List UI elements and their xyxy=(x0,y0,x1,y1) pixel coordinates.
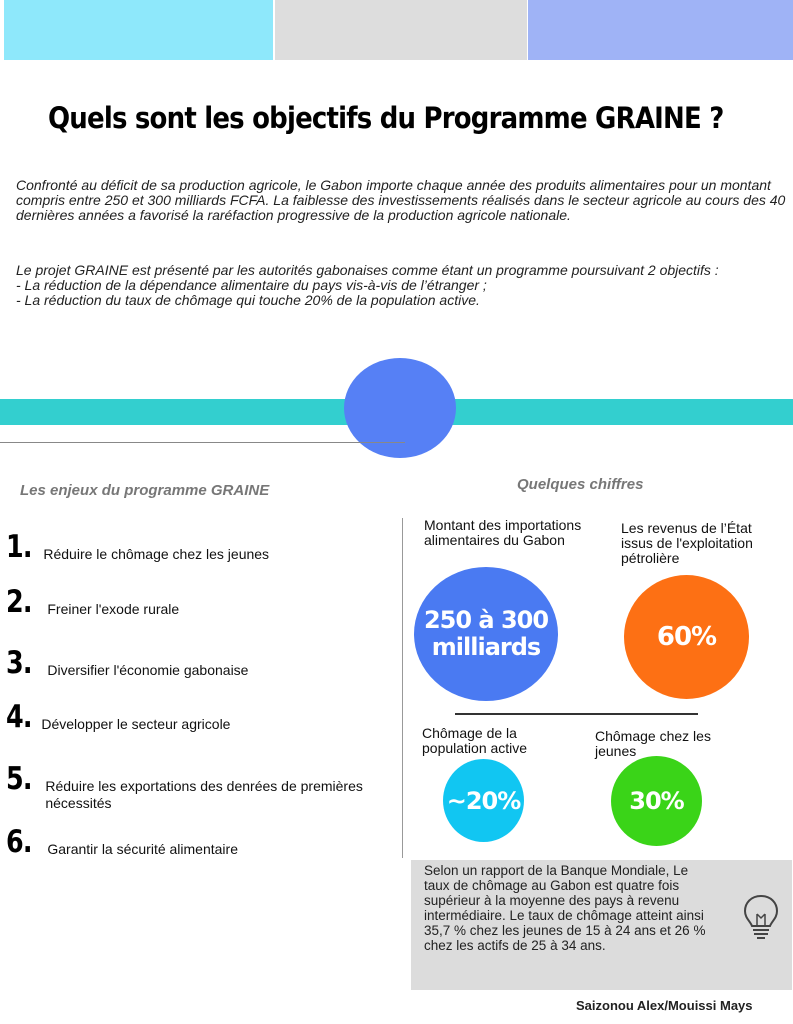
decorative-circle xyxy=(344,358,456,458)
page-title: Quels sont les objectifs du Programme GRAINE ? xyxy=(48,102,724,136)
stat-label-unemployment: Chômage de la population active xyxy=(422,725,528,756)
enjeu-number: 5. xyxy=(6,761,32,797)
enjeu-item xyxy=(6,824,396,860)
objectives-lead: Le projet GRAINE est présenté par les autorités gabonaises comme étant un programme poursuivant 2 objectifs : xyxy=(16,262,719,278)
objectives-paragraph xyxy=(16,263,793,308)
stat-circle-unemployment xyxy=(443,759,524,842)
enjeux-heading: Les enjeux du programme GRAINE xyxy=(20,482,270,499)
stat-circle-youth-unemployment xyxy=(611,756,702,846)
enjeu-item xyxy=(6,529,396,565)
enjeu-text: Réduire le chômage chez les jeunes xyxy=(43,546,270,562)
objective-item: - La réduction du taux de chômage qui touche 20% de la population active. xyxy=(16,292,480,308)
divider-line xyxy=(0,442,405,443)
stat-value-youth-unemployment: 30% xyxy=(629,787,684,815)
enjeu-item xyxy=(6,699,396,735)
stat-circle-petroleum xyxy=(624,575,749,699)
stat-label-imports: Montant des importations alimentaires du Gabon xyxy=(424,517,582,548)
top-bar-gray xyxy=(275,0,527,60)
enjeu-number: 1. xyxy=(6,529,32,565)
note-text: Selon un rapport de la Banque Mondiale, Le taux de chômage au Gabon est quatre fois supérieur à la moyenne des pays à revenu intermédiaire. Le taux de chômage atteint ainsi 35,7 % chez les jeunes de 15 à 24 ans et 26 % chez les actifs de 25 à 34 ans. xyxy=(424,863,706,953)
panel-separator xyxy=(402,518,403,858)
stat-value-petroleum: 60% xyxy=(656,622,717,652)
top-bar-blue xyxy=(528,0,793,60)
stat-value-unemployment: ~20% xyxy=(446,786,521,815)
enjeu-number: 3. xyxy=(6,645,32,681)
stat-circle-imports xyxy=(414,567,558,701)
stat-label-youth-unemployment: Chômage chez les jeunes xyxy=(595,728,711,759)
enjeu-text: Diversifier l'économie gabonaise xyxy=(47,662,249,678)
lightbulb-icon xyxy=(740,892,782,942)
top-bar-cyan xyxy=(4,0,273,60)
chiffres-heading: Quelques chiffres xyxy=(517,476,644,493)
enjeu-text: Réduire les exportations des denrées de premières nécessités xyxy=(45,778,363,811)
stat-label-petroleum: Les revenus de l’État issus de l'exploitation pétrolière xyxy=(621,520,753,566)
enjeu-item xyxy=(6,584,396,620)
intro-paragraph: Confronté au déficit de sa production agricole, le Gabon importe chaque année des produits alimentaires pour un montant compris entre 250 et 300 milliards FCFA. La faiblesse des investissements réalisés dans le secteur agricole au cours des 40 dernières années a favorisé la raréfaction progressive de la production agricole nationale. xyxy=(16,177,786,223)
stat-value-imports: 250 à 300 milliards xyxy=(423,606,549,661)
enjeu-number: 4. xyxy=(6,699,32,735)
enjeu-item xyxy=(6,645,396,681)
enjeu-number: 6. xyxy=(6,824,32,860)
enjeu-text: Garantir la sécurité alimentaire xyxy=(47,841,238,857)
stats-divider xyxy=(455,713,698,715)
enjeu-number: 2. xyxy=(6,584,32,620)
objective-item: - La réduction de la dépendance alimentaire du pays vis-à-vis de l’étranger ; xyxy=(16,277,487,293)
enjeu-item xyxy=(6,761,396,812)
author-credit: Saizonou Alex/Mouissi Mays xyxy=(576,998,753,1013)
enjeu-text: Freiner l'exode rurale xyxy=(47,601,180,617)
enjeu-text: Développer le secteur agricole xyxy=(41,716,231,732)
